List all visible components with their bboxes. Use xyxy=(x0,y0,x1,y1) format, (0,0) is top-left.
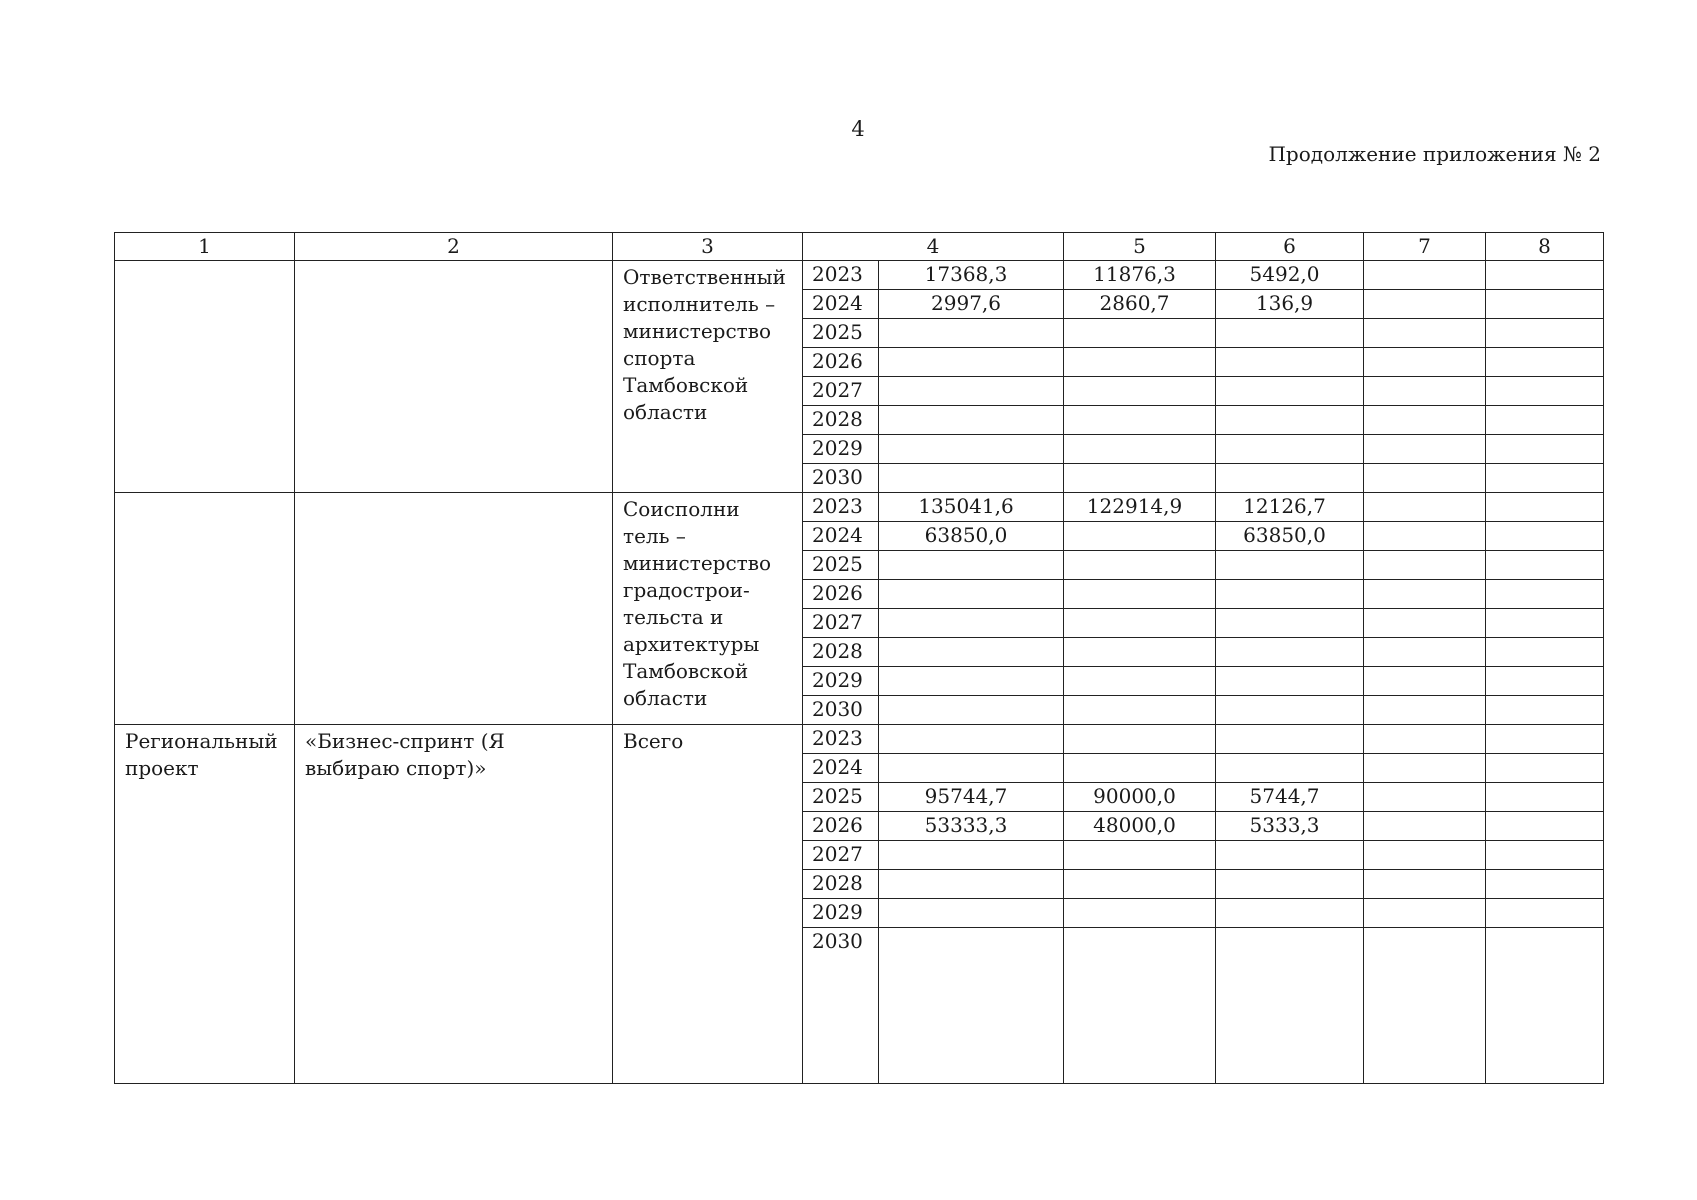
value-cell-col4 xyxy=(879,754,1064,783)
year-cell: 2029 xyxy=(803,435,879,464)
year-cell: 2024 xyxy=(803,290,879,319)
value-cell-col5 xyxy=(1064,435,1216,464)
value-cell-col5 xyxy=(1064,406,1216,435)
block-3-column-2-cell: «Бизнес-спринт (Я выбираю спорт)» xyxy=(295,725,613,1084)
value-cell-col6 xyxy=(1216,377,1364,406)
block-2-column-2-cell xyxy=(295,493,613,725)
value-cell-col5 xyxy=(1064,725,1216,754)
value-cell-col7 xyxy=(1364,870,1486,899)
value-cell-col7 xyxy=(1364,493,1486,522)
value-cell-col8 xyxy=(1486,319,1604,348)
value-cell-col5 xyxy=(1064,522,1216,551)
value-cell-col8 xyxy=(1486,754,1604,783)
value-cell-col4 xyxy=(879,870,1064,899)
value-cell-col5 xyxy=(1064,899,1216,928)
value-cell-col8 xyxy=(1486,870,1604,899)
value-cell-col5 xyxy=(1064,667,1216,696)
table-row xyxy=(115,493,1604,522)
value-cell-col5: 11876,3 xyxy=(1064,261,1216,290)
value-cell-col6 xyxy=(1216,435,1364,464)
block-1-column-3-cell: Ответственный исполнитель – министерство спорта Тамбовской области xyxy=(613,261,803,493)
value-cell-col5: 48000,0 xyxy=(1064,812,1216,841)
value-cell-col6: 5492,0 xyxy=(1216,261,1364,290)
value-cell-col4 xyxy=(879,551,1064,580)
value-cell-col7 xyxy=(1364,928,1486,1084)
year-cell: 2023 xyxy=(803,261,879,290)
value-cell-col6 xyxy=(1216,580,1364,609)
value-cell-col7 xyxy=(1364,261,1486,290)
block-3-column-1-cell: Региональный проект xyxy=(115,725,295,1084)
value-cell-col6: 5333,3 xyxy=(1216,812,1364,841)
block-2-column-1-cell xyxy=(115,493,295,725)
year-cell: 2026 xyxy=(803,580,879,609)
value-cell-col8 xyxy=(1486,928,1604,1084)
value-cell-col4 xyxy=(879,406,1064,435)
value-cell-col4 xyxy=(879,667,1064,696)
value-cell-col7 xyxy=(1364,435,1486,464)
value-cell-col8 xyxy=(1486,638,1604,667)
value-cell-col6: 136,9 xyxy=(1216,290,1364,319)
value-cell-col6 xyxy=(1216,406,1364,435)
value-cell-col4 xyxy=(879,638,1064,667)
value-cell-col4 xyxy=(879,841,1064,870)
year-cell: 2026 xyxy=(803,348,879,377)
value-cell-col7 xyxy=(1364,406,1486,435)
value-cell-col5 xyxy=(1064,377,1216,406)
value-cell-col7 xyxy=(1364,696,1486,725)
year-cell: 2030 xyxy=(803,464,879,493)
table-row xyxy=(115,725,1604,754)
value-cell-col6 xyxy=(1216,464,1364,493)
value-cell-col8 xyxy=(1486,464,1604,493)
header-row xyxy=(115,233,1604,261)
block-3-column-3-cell: Всего xyxy=(613,725,803,1084)
page-number: 4 xyxy=(851,117,865,141)
year-cell: 2030 xyxy=(803,696,879,725)
value-cell-col4: 2997,6 xyxy=(879,290,1064,319)
value-cell-col5: 2860,7 xyxy=(1064,290,1216,319)
value-cell-col6 xyxy=(1216,841,1364,870)
value-cell-col7 xyxy=(1364,638,1486,667)
value-cell-col5 xyxy=(1064,609,1216,638)
value-cell-col4 xyxy=(879,928,1064,1084)
value-cell-col6: 12126,7 xyxy=(1216,493,1364,522)
value-cell-col7 xyxy=(1364,783,1486,812)
value-cell-col8 xyxy=(1486,290,1604,319)
year-cell: 2027 xyxy=(803,841,879,870)
year-cell: 2025 xyxy=(803,551,879,580)
year-cell: 2028 xyxy=(803,406,879,435)
value-cell-col8 xyxy=(1486,783,1604,812)
value-cell-col8 xyxy=(1486,406,1604,435)
value-cell-col7 xyxy=(1364,580,1486,609)
year-cell: 2024 xyxy=(803,754,879,783)
value-cell-col4: 17368,3 xyxy=(879,261,1064,290)
value-cell-col5 xyxy=(1064,754,1216,783)
col-header-6: 6 xyxy=(1216,233,1364,261)
value-cell-col4: 95744,7 xyxy=(879,783,1064,812)
value-cell-col7 xyxy=(1364,812,1486,841)
value-cell-col4: 135041,6 xyxy=(879,493,1064,522)
value-cell-col5 xyxy=(1064,319,1216,348)
value-cell-col6 xyxy=(1216,696,1364,725)
year-cell: 2028 xyxy=(803,638,879,667)
value-cell-col7 xyxy=(1364,551,1486,580)
value-cell-col5 xyxy=(1064,696,1216,725)
value-cell-col7 xyxy=(1364,377,1486,406)
value-cell-col7 xyxy=(1364,609,1486,638)
value-cell-col4 xyxy=(879,696,1064,725)
value-cell-col8 xyxy=(1486,899,1604,928)
value-cell-col5 xyxy=(1064,870,1216,899)
col-header-4: 4 xyxy=(803,233,1064,261)
value-cell-col7 xyxy=(1364,841,1486,870)
value-cell-col4 xyxy=(879,725,1064,754)
value-cell-col6: 63850,0 xyxy=(1216,522,1364,551)
col-header-7: 7 xyxy=(1364,233,1486,261)
value-cell-col7 xyxy=(1364,319,1486,348)
value-cell-col6: 5744,7 xyxy=(1216,783,1364,812)
continuation-label: Продолжение приложения № 2 xyxy=(1268,142,1601,166)
year-cell: 2023 xyxy=(803,725,879,754)
block-1-column-1-cell xyxy=(115,261,295,493)
value-cell-col8 xyxy=(1486,609,1604,638)
value-cell-col5 xyxy=(1064,464,1216,493)
value-cell-col4: 63850,0 xyxy=(879,522,1064,551)
value-cell-col4 xyxy=(879,348,1064,377)
value-cell-col5: 90000,0 xyxy=(1064,783,1216,812)
value-cell-col6 xyxy=(1216,348,1364,377)
value-cell-col7 xyxy=(1364,899,1486,928)
col-header-2: 2 xyxy=(295,233,613,261)
value-cell-col8 xyxy=(1486,667,1604,696)
value-cell-col4 xyxy=(879,319,1064,348)
value-cell-col6 xyxy=(1216,754,1364,783)
value-cell-col8 xyxy=(1486,841,1604,870)
year-cell: 2025 xyxy=(803,783,879,812)
value-cell-col8 xyxy=(1486,493,1604,522)
value-cell-col8 xyxy=(1486,435,1604,464)
col-header-1: 1 xyxy=(115,233,295,261)
value-cell-col7 xyxy=(1364,667,1486,696)
block-2-column-3-cell: Соисполни тель – министерство градострои-тельста и архитектуры Тамбовской области xyxy=(613,493,803,725)
year-cell: 2027 xyxy=(803,377,879,406)
value-cell-col4 xyxy=(879,580,1064,609)
value-cell-col7 xyxy=(1364,725,1486,754)
value-cell-col5 xyxy=(1064,841,1216,870)
year-cell: 2029 xyxy=(803,667,879,696)
year-cell: 2025 xyxy=(803,319,879,348)
value-cell-col6 xyxy=(1216,551,1364,580)
table-body xyxy=(115,233,1604,1084)
value-cell-col6 xyxy=(1216,667,1364,696)
block-1-column-2-cell xyxy=(295,261,613,493)
col-header-5: 5 xyxy=(1064,233,1216,261)
value-cell-col7 xyxy=(1364,464,1486,493)
table-row xyxy=(115,261,1604,290)
value-cell-col8 xyxy=(1486,377,1604,406)
value-cell-col4: 53333,3 xyxy=(879,812,1064,841)
value-cell-col6 xyxy=(1216,928,1364,1084)
value-cell-col5 xyxy=(1064,638,1216,667)
value-cell-col8 xyxy=(1486,580,1604,609)
value-cell-col6 xyxy=(1216,725,1364,754)
value-cell-col6 xyxy=(1216,609,1364,638)
value-cell-col7 xyxy=(1364,290,1486,319)
year-cell: 2023 xyxy=(803,493,879,522)
value-cell-col5 xyxy=(1064,928,1216,1084)
year-cell: 2028 xyxy=(803,870,879,899)
value-cell-col8 xyxy=(1486,551,1604,580)
value-cell-col8 xyxy=(1486,522,1604,551)
value-cell-col8 xyxy=(1486,348,1604,377)
value-cell-col4 xyxy=(879,435,1064,464)
value-cell-col8 xyxy=(1486,812,1604,841)
value-cell-col7 xyxy=(1364,348,1486,377)
value-cell-col4 xyxy=(879,609,1064,638)
value-cell-col5 xyxy=(1064,551,1216,580)
value-cell-col7 xyxy=(1364,522,1486,551)
value-cell-col6 xyxy=(1216,319,1364,348)
value-cell-col4 xyxy=(879,377,1064,406)
year-cell: 2027 xyxy=(803,609,879,638)
value-cell-col6 xyxy=(1216,638,1364,667)
value-cell-col8 xyxy=(1486,696,1604,725)
budget-table xyxy=(114,232,1604,1084)
col-header-8: 8 xyxy=(1486,233,1604,261)
value-cell-col8 xyxy=(1486,261,1604,290)
year-cell: 2026 xyxy=(803,812,879,841)
value-cell-col7 xyxy=(1364,754,1486,783)
year-cell: 2029 xyxy=(803,899,879,928)
value-cell-col5 xyxy=(1064,348,1216,377)
value-cell-col4 xyxy=(879,464,1064,493)
col-header-3: 3 xyxy=(613,233,803,261)
year-cell: 2030 xyxy=(803,928,879,1084)
value-cell-col4 xyxy=(879,899,1064,928)
value-cell-col6 xyxy=(1216,899,1364,928)
year-cell: 2024 xyxy=(803,522,879,551)
value-cell-col5 xyxy=(1064,580,1216,609)
value-cell-col8 xyxy=(1486,725,1604,754)
value-cell-col5: 122914,9 xyxy=(1064,493,1216,522)
value-cell-col6 xyxy=(1216,870,1364,899)
